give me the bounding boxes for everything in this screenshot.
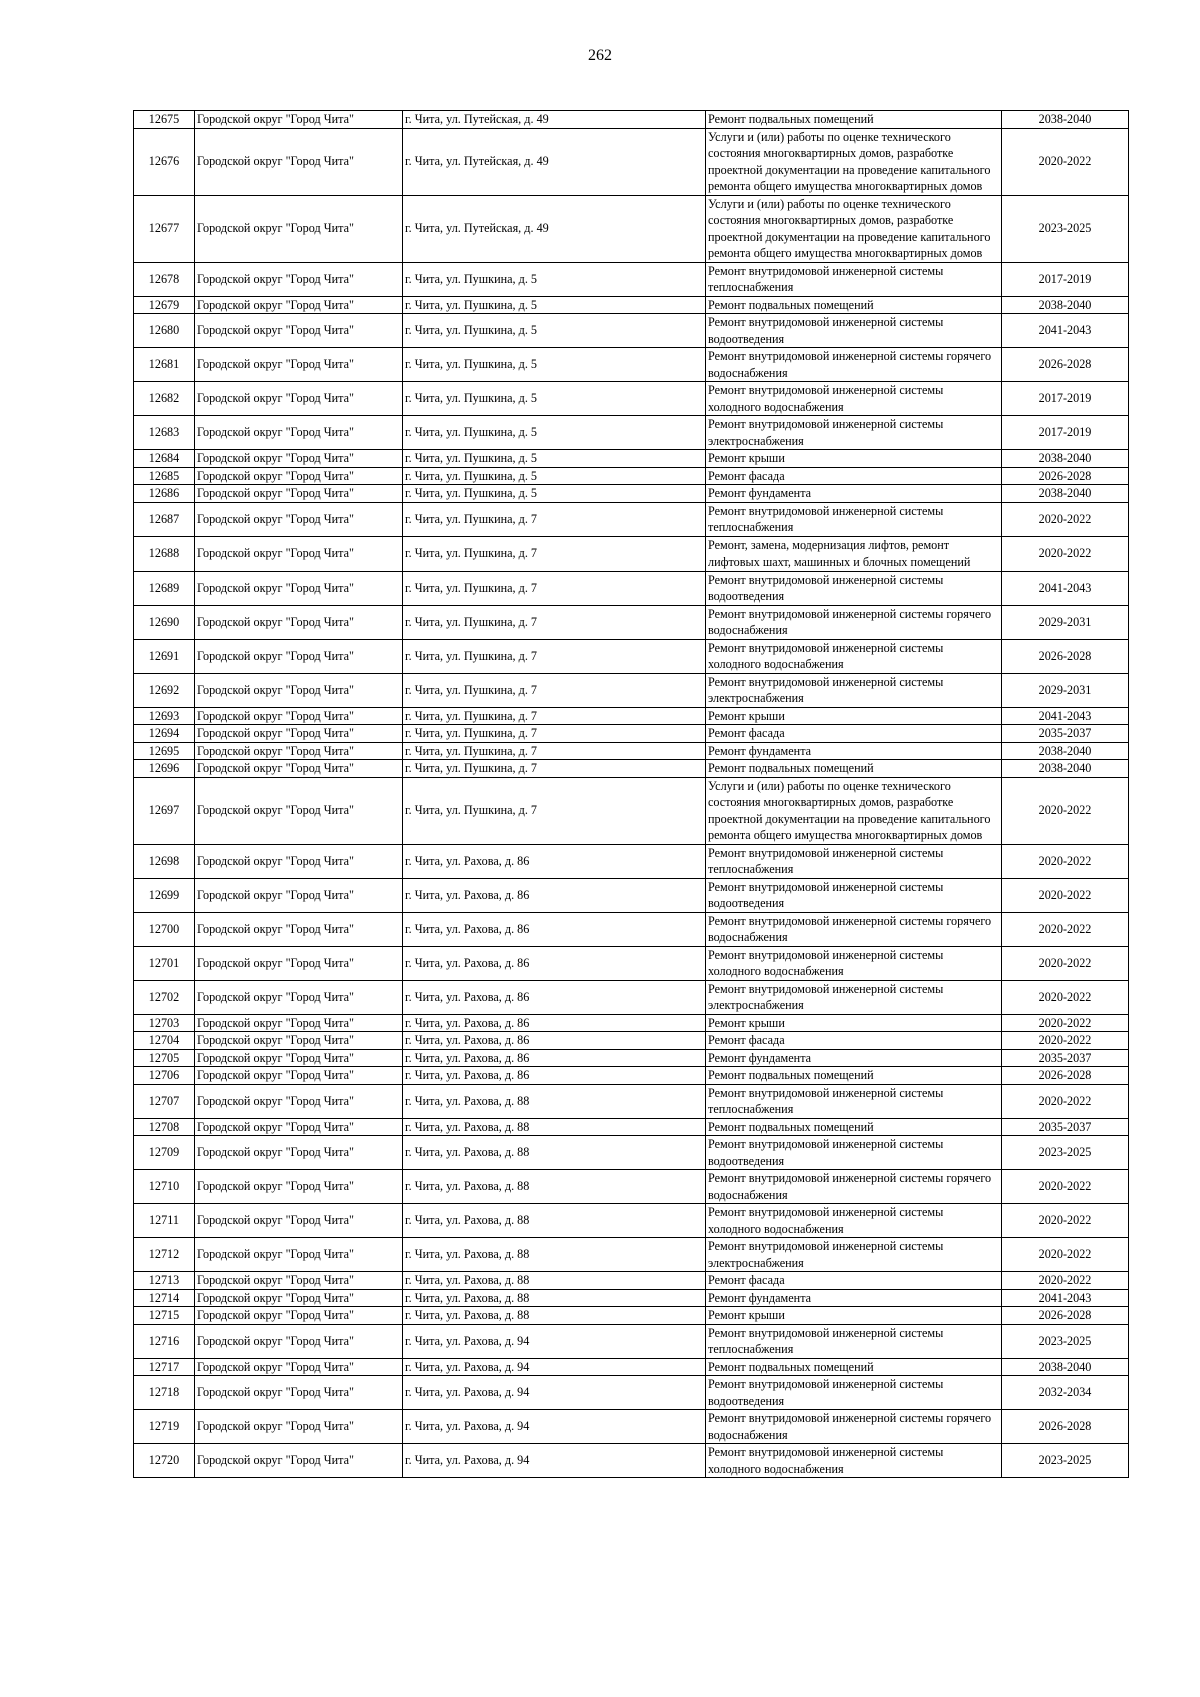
work-type-cell: Ремонт подвальных помещений	[706, 1118, 1002, 1136]
municipality-cell: Городской округ "Город Чита"	[195, 639, 403, 673]
row-number: 12692	[134, 673, 195, 707]
table-row	[134, 742, 1129, 760]
table-row	[134, 639, 1129, 673]
address-cell: г. Чита, ул. Рахова, д. 88	[403, 1170, 706, 1204]
row-number: 12718	[134, 1376, 195, 1410]
row-number: 12710	[134, 1170, 195, 1204]
address-cell: г. Чита, ул. Пушкина, д. 7	[403, 760, 706, 778]
period-cell: 2020-2022	[1002, 844, 1129, 878]
address-cell: г. Чита, ул. Пушкина, д. 7	[403, 742, 706, 760]
work-type-cell: Ремонт фасада	[706, 1272, 1002, 1290]
municipality-cell: Городской округ "Город Чита"	[195, 980, 403, 1014]
work-type-cell: Ремонт крыши	[706, 1307, 1002, 1325]
period-cell: 2035-2037	[1002, 1118, 1129, 1136]
row-number: 12699	[134, 878, 195, 912]
municipality-cell: Городской округ "Город Чита"	[195, 1136, 403, 1170]
address-cell: г. Чита, ул. Пушкина, д. 5	[403, 348, 706, 382]
work-type-cell: Ремонт внутридомовой инженерной системы холодного водоснабжения	[706, 946, 1002, 980]
municipality-cell: Городской округ "Город Чита"	[195, 725, 403, 743]
table-row	[134, 1118, 1129, 1136]
municipality-cell: Городской округ "Город Чита"	[195, 262, 403, 296]
municipality-cell: Городской округ "Город Чита"	[195, 450, 403, 468]
address-cell: г. Чита, ул. Пушкина, д. 5	[403, 416, 706, 450]
row-number: 12705	[134, 1049, 195, 1067]
row-number: 12676	[134, 128, 195, 195]
municipality-cell: Городской округ "Город Чита"	[195, 742, 403, 760]
period-cell: 2020-2022	[1002, 1238, 1129, 1272]
period-cell: 2038-2040	[1002, 111, 1129, 129]
address-cell: г. Чита, ул. Пушкина, д. 5	[403, 262, 706, 296]
table-row	[134, 195, 1129, 262]
work-type-cell: Услуги и (или) работы по оценке технического состояния многоквартирных домов, разработке проектной документации на проведение капитального ремонта общего имущества многоквартирных домов	[706, 777, 1002, 844]
row-number: 12712	[134, 1238, 195, 1272]
period-cell: 2032-2034	[1002, 1376, 1129, 1410]
table-row	[134, 725, 1129, 743]
row-number: 12675	[134, 111, 195, 129]
address-cell: г. Чита, ул. Пушкина, д. 5	[403, 467, 706, 485]
row-number: 12719	[134, 1410, 195, 1444]
work-type-cell: Ремонт внутридомовой инженерной системы холодного водоснабжения	[706, 1204, 1002, 1238]
address-cell: г. Чита, ул. Рахова, д. 86	[403, 980, 706, 1014]
work-type-cell: Ремонт внутридомовой инженерной системы электроснабжения	[706, 416, 1002, 450]
page-number: 262	[588, 47, 612, 64]
row-number: 12682	[134, 382, 195, 416]
table-row	[134, 536, 1129, 571]
period-cell: 2017-2019	[1002, 416, 1129, 450]
address-cell: г. Чита, ул. Рахова, д. 88	[403, 1204, 706, 1238]
table-row	[134, 1136, 1129, 1170]
municipality-cell: Городской округ "Город Чита"	[195, 1376, 403, 1410]
work-type-cell: Ремонт фундамента	[706, 1049, 1002, 1067]
table-row	[134, 605, 1129, 639]
row-number: 12701	[134, 946, 195, 980]
table-row	[134, 348, 1129, 382]
period-cell: 2035-2037	[1002, 725, 1129, 743]
period-cell: 2038-2040	[1002, 1358, 1129, 1376]
period-cell: 2041-2043	[1002, 707, 1129, 725]
municipality-cell: Городской округ "Город Чита"	[195, 571, 403, 605]
work-type-cell: Ремонт фундамента	[706, 742, 1002, 760]
row-number: 12713	[134, 1272, 195, 1290]
address-cell: г. Чита, ул. Рахова, д. 86	[403, 1067, 706, 1085]
address-cell: г. Чита, ул. Рахова, д. 88	[403, 1118, 706, 1136]
table-row	[134, 1358, 1129, 1376]
row-number: 12683	[134, 416, 195, 450]
row-number: 12686	[134, 485, 195, 503]
municipality-cell: Городской округ "Город Чита"	[195, 1410, 403, 1444]
row-number: 12681	[134, 348, 195, 382]
work-type-cell: Ремонт внутридомовой инженерной системы водоотведения	[706, 878, 1002, 912]
period-cell: 2020-2022	[1002, 1204, 1129, 1238]
address-cell: г. Чита, ул. Рахова, д. 94	[403, 1358, 706, 1376]
address-cell: г. Чита, ул. Пушкина, д. 7	[403, 673, 706, 707]
work-type-cell: Ремонт крыши	[706, 707, 1002, 725]
work-type-cell: Ремонт фундамента	[706, 1289, 1002, 1307]
work-type-cell: Ремонт внутридомовой инженерной системы холодного водоснабжения	[706, 639, 1002, 673]
address-cell: г. Чита, ул. Пушкина, д. 5	[403, 296, 706, 314]
municipality-cell: Городской округ "Город Чита"	[195, 878, 403, 912]
work-type-cell: Услуги и (или) работы по оценке технического состояния многоквартирных домов, разработке проектной документации на проведение капитального ремонта общего имущества многоквартирных домов	[706, 128, 1002, 195]
period-cell: 2017-2019	[1002, 382, 1129, 416]
period-cell: 2023-2025	[1002, 1136, 1129, 1170]
table-row	[134, 707, 1129, 725]
period-cell: 2020-2022	[1002, 1084, 1129, 1118]
address-cell: г. Чита, ул. Пушкина, д. 5	[403, 382, 706, 416]
period-cell: 2026-2028	[1002, 348, 1129, 382]
work-type-cell: Ремонт внутридомовой инженерной системы электроснабжения	[706, 673, 1002, 707]
work-type-cell: Ремонт внутридомовой инженерной системы горячего водоснабжения	[706, 912, 1002, 946]
row-number: 12684	[134, 450, 195, 468]
work-type-cell: Ремонт внутридомовой инженерной системы водоотведения	[706, 1376, 1002, 1410]
row-number: 12687	[134, 502, 195, 536]
work-type-cell: Ремонт внутридомовой инженерной системы горячего водоснабжения	[706, 1410, 1002, 1444]
work-type-cell: Ремонт внутридомовой инженерной системы электроснабжения	[706, 1238, 1002, 1272]
address-cell: г. Чита, ул. Рахова, д. 86	[403, 844, 706, 878]
address-cell: г. Чита, ул. Пушкина, д. 7	[403, 571, 706, 605]
period-cell: 2026-2028	[1002, 1410, 1129, 1444]
period-cell: 2038-2040	[1002, 742, 1129, 760]
row-number: 12693	[134, 707, 195, 725]
municipality-cell: Городской округ "Город Чита"	[195, 536, 403, 571]
municipality-cell: Городской округ "Город Чита"	[195, 1444, 403, 1478]
row-number: 12691	[134, 639, 195, 673]
row-number: 12677	[134, 195, 195, 262]
municipality-cell: Городской округ "Город Чита"	[195, 1307, 403, 1325]
table-row	[134, 296, 1129, 314]
municipality-cell: Городской округ "Город Чита"	[195, 382, 403, 416]
address-cell: г. Чита, ул. Рахова, д. 86	[403, 1049, 706, 1067]
period-cell: 2020-2022	[1002, 1032, 1129, 1050]
table-row	[134, 262, 1129, 296]
work-type-cell: Ремонт фасада	[706, 725, 1002, 743]
table-row	[134, 912, 1129, 946]
row-number: 12688	[134, 536, 195, 571]
period-cell: 2029-2031	[1002, 673, 1129, 707]
row-number: 12707	[134, 1084, 195, 1118]
work-type-cell: Ремонт внутридомовой инженерной системы электроснабжения	[706, 980, 1002, 1014]
address-cell: г. Чита, ул. Рахова, д. 86	[403, 878, 706, 912]
row-number: 12678	[134, 262, 195, 296]
period-cell: 2041-2043	[1002, 571, 1129, 605]
work-type-cell: Ремонт подвальных помещений	[706, 1067, 1002, 1085]
table-row	[134, 1067, 1129, 1085]
municipality-cell: Городской округ "Город Чита"	[195, 1358, 403, 1376]
work-type-cell: Ремонт внутридомовой инженерной системы теплоснабжения	[706, 1324, 1002, 1358]
work-type-cell: Ремонт фасада	[706, 1032, 1002, 1050]
address-cell: г. Чита, ул. Пушкина, д. 7	[403, 777, 706, 844]
work-type-cell: Ремонт внутридомовой инженерной системы горячего водоснабжения	[706, 605, 1002, 639]
municipality-cell: Городской округ "Город Чита"	[195, 673, 403, 707]
municipality-cell: Городской округ "Город Чита"	[195, 111, 403, 129]
work-type-cell: Услуги и (или) работы по оценке технического состояния многоквартирных домов, разработке проектной документации на проведение капитального ремонта общего имущества многоквартирных домов	[706, 195, 1002, 262]
work-type-cell: Ремонт внутридомовой инженерной системы теплоснабжения	[706, 1084, 1002, 1118]
period-cell: 2020-2022	[1002, 777, 1129, 844]
period-cell: 2038-2040	[1002, 450, 1129, 468]
row-number: 12690	[134, 605, 195, 639]
municipality-cell: Городской округ "Город Чита"	[195, 1118, 403, 1136]
row-number: 12680	[134, 314, 195, 348]
table-row	[134, 485, 1129, 503]
period-cell: 2020-2022	[1002, 1170, 1129, 1204]
address-cell: г. Чита, ул. Рахова, д. 94	[403, 1376, 706, 1410]
work-type-cell: Ремонт внутридомовой инженерной системы горячего водоснабжения	[706, 348, 1002, 382]
row-number: 12706	[134, 1067, 195, 1085]
address-cell: г. Чита, ул. Пушкина, д. 5	[403, 450, 706, 468]
work-type-cell: Ремонт внутридомовой инженерной системы теплоснабжения	[706, 262, 1002, 296]
row-number: 12709	[134, 1136, 195, 1170]
work-type-cell: Ремонт подвальных помещений	[706, 1358, 1002, 1376]
table-row	[134, 1307, 1129, 1325]
table-row	[134, 1170, 1129, 1204]
table-row	[134, 673, 1129, 707]
municipality-cell: Городской округ "Город Чита"	[195, 1204, 403, 1238]
period-cell: 2020-2022	[1002, 1272, 1129, 1290]
work-type-cell: Ремонт внутридомовой инженерной системы холодного водоснабжения	[706, 382, 1002, 416]
table-row	[134, 946, 1129, 980]
row-number: 12685	[134, 467, 195, 485]
period-cell: 2026-2028	[1002, 639, 1129, 673]
address-cell: г. Чита, ул. Рахова, д. 88	[403, 1136, 706, 1170]
period-cell: 2020-2022	[1002, 912, 1129, 946]
period-cell: 2020-2022	[1002, 946, 1129, 980]
municipality-cell: Городской округ "Город Чита"	[195, 485, 403, 503]
row-number: 12695	[134, 742, 195, 760]
work-type-cell: Ремонт фундамента	[706, 485, 1002, 503]
work-type-cell: Ремонт внутридомовой инженерной системы горячего водоснабжения	[706, 1170, 1002, 1204]
municipality-cell: Городской округ "Город Чита"	[195, 1170, 403, 1204]
table-row	[134, 844, 1129, 878]
row-number: 12697	[134, 777, 195, 844]
municipality-cell: Городской округ "Город Чита"	[195, 707, 403, 725]
address-cell: г. Чита, ул. Пушкина, д. 7	[403, 639, 706, 673]
row-number: 12694	[134, 725, 195, 743]
work-type-cell: Ремонт внутридомовой инженерной системы холодного водоснабжения	[706, 1444, 1002, 1478]
municipality-cell: Городской округ "Город Чита"	[195, 946, 403, 980]
table-row	[134, 502, 1129, 536]
row-number: 12689	[134, 571, 195, 605]
table-row	[134, 1014, 1129, 1032]
row-number: 12703	[134, 1014, 195, 1032]
period-cell: 2038-2040	[1002, 296, 1129, 314]
municipality-cell: Городской округ "Город Чита"	[195, 314, 403, 348]
table-row	[134, 1084, 1129, 1118]
municipality-cell: Городской округ "Город Чита"	[195, 1289, 403, 1307]
table-row	[134, 1032, 1129, 1050]
table-row	[134, 382, 1129, 416]
table-row	[134, 878, 1129, 912]
period-cell: 2026-2028	[1002, 1307, 1129, 1325]
row-number: 12716	[134, 1324, 195, 1358]
work-type-cell: Ремонт внутридомовой инженерной системы водоотведения	[706, 314, 1002, 348]
work-type-cell: Ремонт крыши	[706, 450, 1002, 468]
period-cell: 2020-2022	[1002, 502, 1129, 536]
work-type-cell: Ремонт подвальных помещений	[706, 296, 1002, 314]
address-cell: г. Чита, ул. Рахова, д. 94	[403, 1324, 706, 1358]
work-type-cell: Ремонт внутридомовой инженерной системы теплоснабжения	[706, 502, 1002, 536]
address-cell: г. Чита, ул. Рахова, д. 86	[403, 1032, 706, 1050]
row-number: 12698	[134, 844, 195, 878]
work-type-cell: Ремонт фасада	[706, 467, 1002, 485]
row-number: 12704	[134, 1032, 195, 1050]
work-type-cell: Ремонт внутридомовой инженерной системы теплоснабжения	[706, 844, 1002, 878]
municipality-cell: Городской округ "Город Чита"	[195, 348, 403, 382]
table-row	[134, 1049, 1129, 1067]
table-row	[134, 1444, 1129, 1478]
table-row	[134, 1324, 1129, 1358]
address-cell: г. Чита, ул. Путейская, д. 49	[403, 195, 706, 262]
address-cell: г. Чита, ул. Пушкина, д. 5	[403, 314, 706, 348]
row-number: 12679	[134, 296, 195, 314]
municipality-cell: Городской округ "Город Чита"	[195, 912, 403, 946]
address-cell: г. Чита, ул. Рахова, д. 88	[403, 1289, 706, 1307]
address-cell: г. Чита, ул. Пушкина, д. 7	[403, 536, 706, 571]
address-cell: г. Чита, ул. Рахова, д. 88	[403, 1238, 706, 1272]
table-row	[134, 1204, 1129, 1238]
address-cell: г. Чита, ул. Пушкина, д. 7	[403, 605, 706, 639]
table-row	[134, 760, 1129, 778]
table-body	[134, 111, 1129, 1478]
table-row	[134, 1238, 1129, 1272]
work-type-cell: Ремонт внутридомовой инженерной системы водоотведения	[706, 1136, 1002, 1170]
table-row	[134, 1272, 1129, 1290]
municipality-cell: Городской округ "Город Чита"	[195, 1324, 403, 1358]
address-cell: г. Чита, ул. Пушкина, д. 7	[403, 725, 706, 743]
period-cell: 2035-2037	[1002, 1049, 1129, 1067]
period-cell: 2023-2025	[1002, 1324, 1129, 1358]
period-cell: 2020-2022	[1002, 536, 1129, 571]
period-cell: 2029-2031	[1002, 605, 1129, 639]
address-cell: г. Чита, ул. Путейская, д. 49	[403, 111, 706, 129]
row-number: 12700	[134, 912, 195, 946]
table-row	[134, 1376, 1129, 1410]
period-cell: 2020-2022	[1002, 878, 1129, 912]
municipality-cell: Городской округ "Город Чита"	[195, 1067, 403, 1085]
period-cell: 2038-2040	[1002, 760, 1129, 778]
period-cell: 2026-2028	[1002, 467, 1129, 485]
municipality-cell: Городской округ "Город Чита"	[195, 777, 403, 844]
period-cell: 2023-2025	[1002, 1444, 1129, 1478]
municipality-cell: Городской округ "Город Чита"	[195, 1272, 403, 1290]
work-type-cell: Ремонт крыши	[706, 1014, 1002, 1032]
row-number: 12708	[134, 1118, 195, 1136]
table-row	[134, 777, 1129, 844]
municipality-cell: Городской округ "Город Чита"	[195, 1049, 403, 1067]
address-cell: г. Чита, ул. Рахова, д. 88	[403, 1307, 706, 1325]
municipality-cell: Городской округ "Город Чита"	[195, 1032, 403, 1050]
address-cell: г. Чита, ул. Рахова, д. 94	[403, 1410, 706, 1444]
table-row	[134, 467, 1129, 485]
address-cell: г. Чита, ул. Пушкина, д. 7	[403, 707, 706, 725]
municipality-cell: Городской округ "Город Чита"	[195, 296, 403, 314]
address-cell: г. Чита, ул. Рахова, д. 94	[403, 1444, 706, 1478]
row-number: 12711	[134, 1204, 195, 1238]
row-number: 12714	[134, 1289, 195, 1307]
table-row	[134, 314, 1129, 348]
table-row	[134, 571, 1129, 605]
address-cell: г. Чита, ул. Рахова, д. 88	[403, 1084, 706, 1118]
municipality-cell: Городской округ "Город Чита"	[195, 760, 403, 778]
address-cell: г. Чита, ул. Путейская, д. 49	[403, 128, 706, 195]
work-type-cell: Ремонт подвальных помещений	[706, 760, 1002, 778]
table-row	[134, 980, 1129, 1014]
address-cell: г. Чита, ул. Рахова, д. 86	[403, 946, 706, 980]
period-cell: 2041-2043	[1002, 1289, 1129, 1307]
period-cell: 2017-2019	[1002, 262, 1129, 296]
period-cell: 2038-2040	[1002, 485, 1129, 503]
period-cell: 2020-2022	[1002, 980, 1129, 1014]
address-cell: г. Чита, ул. Рахова, д. 86	[403, 912, 706, 946]
table-row	[134, 450, 1129, 468]
table-row	[134, 111, 1129, 129]
period-cell: 2026-2028	[1002, 1067, 1129, 1085]
period-cell: 2020-2022	[1002, 128, 1129, 195]
period-cell: 2041-2043	[1002, 314, 1129, 348]
row-number: 12715	[134, 1307, 195, 1325]
table-row	[134, 1289, 1129, 1307]
municipality-cell: Городской округ "Город Чита"	[195, 128, 403, 195]
municipality-cell: Городской округ "Город Чита"	[195, 605, 403, 639]
address-cell: г. Чита, ул. Рахова, д. 86	[403, 1014, 706, 1032]
period-cell: 2023-2025	[1002, 195, 1129, 262]
municipality-cell: Городской округ "Город Чита"	[195, 195, 403, 262]
period-cell: 2020-2022	[1002, 1014, 1129, 1032]
table-row	[134, 416, 1129, 450]
repair-schedule-table	[133, 110, 1129, 1478]
address-cell: г. Чита, ул. Пушкина, д. 5	[403, 485, 706, 503]
row-number: 12720	[134, 1444, 195, 1478]
municipality-cell: Городской округ "Город Чита"	[195, 844, 403, 878]
row-number: 12696	[134, 760, 195, 778]
work-type-cell: Ремонт, замена, модернизация лифтов, ремонт лифтовых шахт, машинных и блочных помещений	[706, 536, 1002, 571]
table-row	[134, 1410, 1129, 1444]
municipality-cell: Городской округ "Город Чита"	[195, 1084, 403, 1118]
municipality-cell: Городской округ "Город Чита"	[195, 502, 403, 536]
row-number: 12702	[134, 980, 195, 1014]
row-number: 12717	[134, 1358, 195, 1376]
municipality-cell: Городской округ "Город Чита"	[195, 1014, 403, 1032]
municipality-cell: Городской округ "Город Чита"	[195, 467, 403, 485]
work-type-cell: Ремонт внутридомовой инженерной системы водоотведения	[706, 571, 1002, 605]
address-cell: г. Чита, ул. Пушкина, д. 7	[403, 502, 706, 536]
address-cell: г. Чита, ул. Рахова, д. 88	[403, 1272, 706, 1290]
municipality-cell: Городской округ "Город Чита"	[195, 416, 403, 450]
work-type-cell: Ремонт подвальных помещений	[706, 111, 1002, 129]
municipality-cell: Городской округ "Город Чита"	[195, 1238, 403, 1272]
table-row	[134, 128, 1129, 195]
